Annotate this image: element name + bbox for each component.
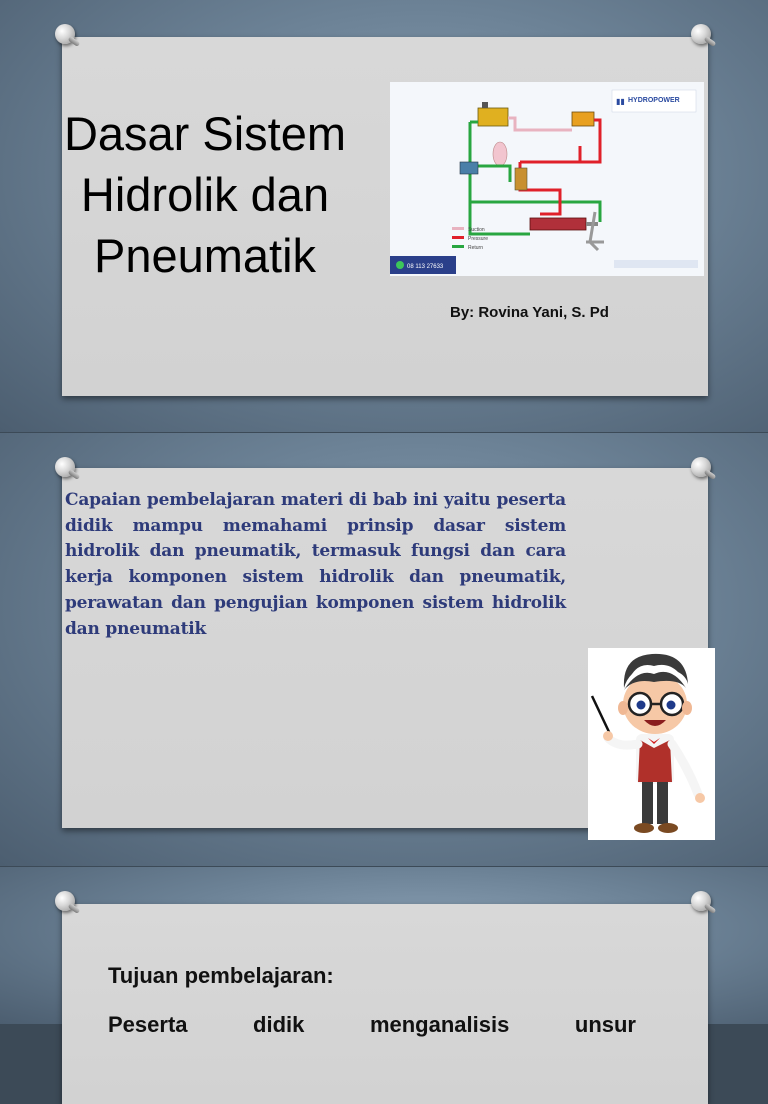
pushpin-icon [52,455,82,485]
svg-text:▮▮: ▮▮ [616,97,625,106]
learning-outcomes-paragraph: Capaian pembelajaran materi di bab ini yaitu peserta didik mampu memahami prinsip dasar sistem hidrolik dan pneumatik, termasuk fungsi dan cara kerja komponen sistem hidrolik dan pneumatik, perawatan dan pengujian komponen sistem hidrolik dan pneumatik [65,490,566,639]
pushpin-icon [688,455,718,485]
phone-number-text: 08 113 27633 [407,264,444,270]
teacher-cartoon-image [588,648,715,840]
slide-3 [0,867,768,1024]
pushpin-icon [688,22,718,52]
title-line: Dasar Sistem [63,107,347,160]
paper-card [62,904,708,1104]
pushpin-icon [52,22,82,52]
slide-title [30,103,380,286]
pushpin-icon [52,889,82,919]
legend-label: Return [468,245,484,251]
author-byline: By: Rovina Yani, S. Pd [450,304,609,321]
objectives-heading: Tujuan pembelajaran: [108,963,334,988]
title-line: Pneumatik [93,229,317,282]
objectives-paragraph [108,1010,636,1024]
pushpin-icon [688,889,718,919]
brand-logo-text: HYDROPOWER [628,97,680,104]
legend-label: Suction [468,227,485,233]
title-line: Hidrolik dan [80,168,330,221]
hydraulic-diagram-image [390,82,704,276]
legend-label: Pressure [468,236,489,242]
